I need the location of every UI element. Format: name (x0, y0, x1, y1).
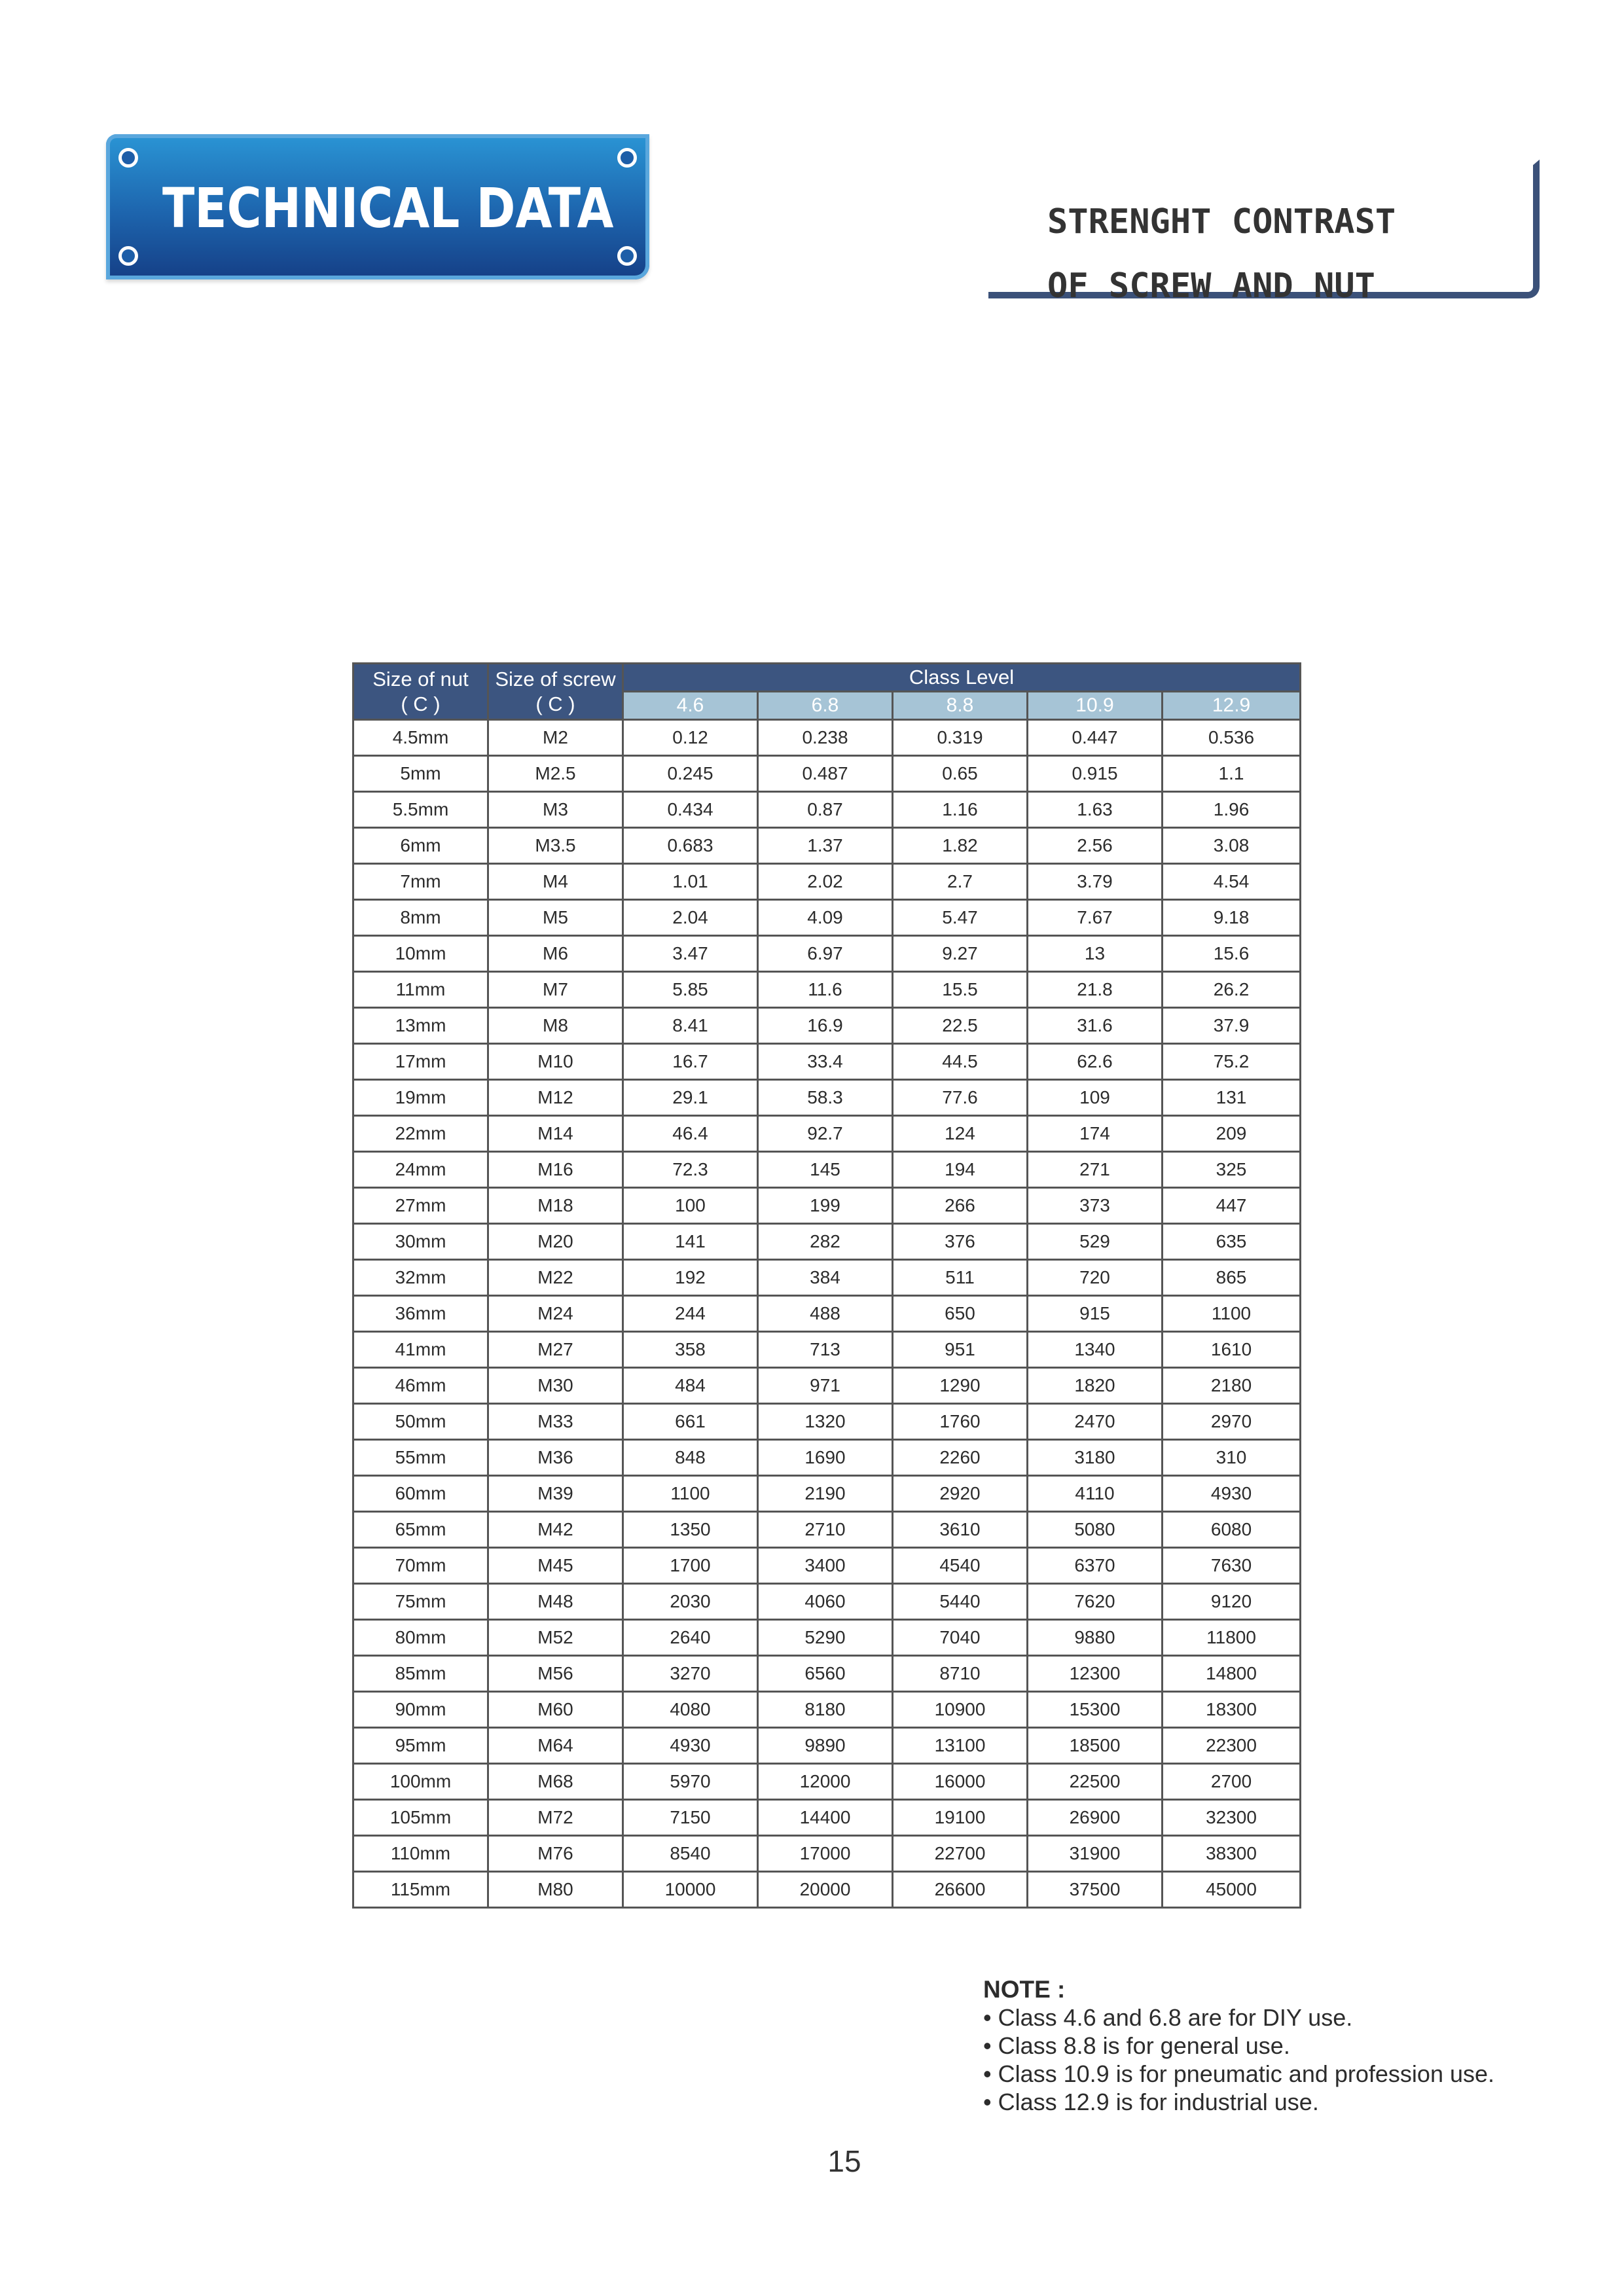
table-cell: 713 (758, 1332, 893, 1368)
header-class: 8.8 (893, 692, 1028, 720)
table-cell: 1.1 (1163, 756, 1301, 792)
table-cell: M33 (488, 1404, 623, 1440)
table-cell: M60 (488, 1692, 623, 1728)
rivet-icon (118, 246, 138, 266)
table-row (353, 1404, 1301, 1440)
table-row (353, 1692, 1301, 1728)
table-cell: 865 (1163, 1260, 1301, 1296)
table-cell: M10 (488, 1044, 623, 1080)
table-cell: 75mm (353, 1584, 488, 1620)
table-cell: M27 (488, 1332, 623, 1368)
table-cell: 5.85 (623, 972, 758, 1008)
table-cell: 0.245 (623, 756, 758, 792)
table-row (353, 1764, 1301, 1800)
table-cell: 50mm (353, 1404, 488, 1440)
table-cell: 109 (1028, 1080, 1163, 1116)
table-cell: 2.04 (623, 900, 758, 936)
table-cell: 15.5 (893, 972, 1028, 1008)
table-cell: 1290 (893, 1368, 1028, 1404)
badge-title: TECHNICAL DATA (162, 176, 614, 240)
table-cell: 635 (1163, 1224, 1301, 1260)
table-cell: M22 (488, 1260, 623, 1296)
table-cell: 3.47 (623, 936, 758, 972)
table-cell: M72 (488, 1800, 623, 1836)
table-row (353, 828, 1301, 864)
table-cell: 115mm (353, 1872, 488, 1908)
table-cell: 41mm (353, 1332, 488, 1368)
table-cell: 95mm (353, 1728, 488, 1764)
table-row (353, 1656, 1301, 1692)
table-cell: 45000 (1163, 1872, 1301, 1908)
table-cell: 4.54 (1163, 864, 1301, 900)
table-cell: 3270 (623, 1656, 758, 1692)
table-cell: 46mm (353, 1368, 488, 1404)
table-row (353, 1368, 1301, 1404)
table-cell: 488 (758, 1296, 893, 1332)
table-cell: 9890 (758, 1728, 893, 1764)
table-row (353, 1620, 1301, 1656)
table-cell: 30mm (353, 1224, 488, 1260)
table-cell: 5.47 (893, 900, 1028, 936)
table-cell: 90mm (353, 1692, 488, 1728)
table-row (353, 900, 1301, 936)
table-row (353, 1548, 1301, 1584)
table-cell: 14400 (758, 1800, 893, 1836)
table-cell: 105mm (353, 1800, 488, 1836)
table-row (353, 1152, 1301, 1188)
table-cell: 1320 (758, 1404, 893, 1440)
table-cell: 4930 (1163, 1476, 1301, 1512)
table-cell: 38300 (1163, 1836, 1301, 1872)
table-cell: 271 (1028, 1152, 1163, 1188)
note-item: • Class 4.6 and 6.8 are for DIY use. (983, 2004, 1353, 2031)
table-cell: 194 (893, 1152, 1028, 1188)
table-cell: 85mm (353, 1656, 488, 1692)
table-cell: M39 (488, 1476, 623, 1512)
table-cell: 1820 (1028, 1368, 1163, 1404)
table-cell: 10000 (623, 1872, 758, 1908)
rivet-icon (118, 148, 138, 168)
table-row (353, 972, 1301, 1008)
table-cell: 70mm (353, 1548, 488, 1584)
table-row (353, 756, 1301, 792)
table-cell: 22500 (1028, 1764, 1163, 1800)
table-cell: 4.09 (758, 900, 893, 936)
table-cell: 31900 (1028, 1836, 1163, 1872)
header-class: 12.9 (1163, 692, 1301, 720)
table-row (353, 1584, 1301, 1620)
table-cell: M3.5 (488, 828, 623, 864)
table-cell: 18300 (1163, 1692, 1301, 1728)
table-cell: 1340 (1028, 1332, 1163, 1368)
table-cell: 27mm (353, 1188, 488, 1224)
heading-line-2: OF SCREW AND NUT (1047, 266, 1375, 306)
table-cell: 31.6 (1028, 1008, 1163, 1044)
table-cell: M76 (488, 1836, 623, 1872)
table-cell: 2030 (623, 1584, 758, 1620)
table-cell: 16000 (893, 1764, 1028, 1800)
table-cell: 5.5mm (353, 792, 488, 828)
table-cell: 1100 (623, 1476, 758, 1512)
table-cell: 511 (893, 1260, 1028, 1296)
table-cell: 20000 (758, 1872, 893, 1908)
table-row (353, 1044, 1301, 1080)
table-cell: M42 (488, 1512, 623, 1548)
table-cell: M8 (488, 1008, 623, 1044)
table-body (353, 720, 1301, 1908)
table-cell: 2640 (623, 1620, 758, 1656)
table-cell: 22mm (353, 1116, 488, 1152)
table-cell: M7 (488, 972, 623, 1008)
table-cell: M64 (488, 1728, 623, 1764)
table-cell: 2470 (1028, 1404, 1163, 1440)
table-cell: 65mm (353, 1512, 488, 1548)
table-cell: 310 (1163, 1440, 1301, 1476)
table-cell: 2700 (1163, 1764, 1301, 1800)
table-cell: 3180 (1028, 1440, 1163, 1476)
table-cell: M2 (488, 720, 623, 756)
table-cell: 16.7 (623, 1044, 758, 1080)
table-cell: 1.63 (1028, 792, 1163, 828)
table-cell: 1.96 (1163, 792, 1301, 828)
table-cell: 15300 (1028, 1692, 1163, 1728)
table-cell: 17mm (353, 1044, 488, 1080)
table-row (353, 1512, 1301, 1548)
table-row (353, 1188, 1301, 1224)
table-row (353, 1224, 1301, 1260)
table-cell: 1.01 (623, 864, 758, 900)
table-cell: 22.5 (893, 1008, 1028, 1044)
table-cell: 32mm (353, 1260, 488, 1296)
table-row (353, 720, 1301, 756)
table-row (353, 1296, 1301, 1332)
table-cell: M80 (488, 1872, 623, 1908)
table-cell: 9880 (1028, 1620, 1163, 1656)
table-row (353, 936, 1301, 972)
table-cell: 7.67 (1028, 900, 1163, 936)
table-cell: M36 (488, 1440, 623, 1476)
table-cell: 4060 (758, 1584, 893, 1620)
table-cell: 1.16 (893, 792, 1028, 828)
table-cell: 11.6 (758, 972, 893, 1008)
table-cell: 3400 (758, 1548, 893, 1584)
header-screw-size: Size of screw ( C ) (488, 664, 623, 720)
table-cell: 720 (1028, 1260, 1163, 1296)
table-cell: 5970 (623, 1764, 758, 1800)
table-cell: 12300 (1028, 1656, 1163, 1692)
table-cell: 55mm (353, 1440, 488, 1476)
table-cell: 9120 (1163, 1584, 1301, 1620)
table-cell: 16.9 (758, 1008, 893, 1044)
header-class: 6.8 (758, 692, 893, 720)
table-cell: M16 (488, 1152, 623, 1188)
table-row (353, 1836, 1301, 1872)
table-cell: 22300 (1163, 1728, 1301, 1764)
table-cell: M68 (488, 1764, 623, 1800)
table-cell: 77.6 (893, 1080, 1028, 1116)
table-cell: 192 (623, 1260, 758, 1296)
table-cell: 10900 (893, 1692, 1028, 1728)
table-cell: 2190 (758, 1476, 893, 1512)
table-cell: 26.2 (1163, 972, 1301, 1008)
table-cell: 3.79 (1028, 864, 1163, 900)
table-cell: 0.915 (1028, 756, 1163, 792)
table-cell: 373 (1028, 1188, 1163, 1224)
note-item: • Class 8.8 is for general use. (983, 2032, 1290, 2059)
table-row (353, 1476, 1301, 1512)
table-cell: 32300 (1163, 1800, 1301, 1836)
table-cell: 26900 (1028, 1800, 1163, 1836)
table-cell: 2.02 (758, 864, 893, 900)
table-cell: M56 (488, 1656, 623, 1692)
table-cell: M20 (488, 1224, 623, 1260)
table-cell: 384 (758, 1260, 893, 1296)
table-cell: 131 (1163, 1080, 1301, 1116)
table-cell: 10mm (353, 936, 488, 972)
table-cell: 15.6 (1163, 936, 1301, 972)
table-cell: 2970 (1163, 1404, 1301, 1440)
table-row (353, 1116, 1301, 1152)
table-cell: 848 (623, 1440, 758, 1476)
table-row (353, 864, 1301, 900)
table-cell: 21.8 (1028, 972, 1163, 1008)
table-cell: 0.434 (623, 792, 758, 828)
table-cell: 282 (758, 1224, 893, 1260)
table-cell: 0.319 (893, 720, 1028, 756)
technical-data-badge (106, 134, 649, 279)
table-cell: 5290 (758, 1620, 893, 1656)
table-cell: 5080 (1028, 1512, 1163, 1548)
table-cell: 484 (623, 1368, 758, 1404)
table-cell: 0.683 (623, 828, 758, 864)
table-cell: 661 (623, 1404, 758, 1440)
table-cell: 124 (893, 1116, 1028, 1152)
table-cell: 3610 (893, 1512, 1028, 1548)
table-cell: 9.27 (893, 936, 1028, 972)
table-cell: 60mm (353, 1476, 488, 1512)
table-cell: 17000 (758, 1836, 893, 1872)
table-cell: 174 (1028, 1116, 1163, 1152)
table-cell: M2.5 (488, 756, 623, 792)
table-cell: 26600 (893, 1872, 1028, 1908)
table-cell: 2180 (1163, 1368, 1301, 1404)
table-cell: 6mm (353, 828, 488, 864)
table-cell: M48 (488, 1584, 623, 1620)
table-cell: 4080 (623, 1692, 758, 1728)
table-cell: M6 (488, 936, 623, 972)
table-cell: 11800 (1163, 1620, 1301, 1656)
table-cell: 7620 (1028, 1584, 1163, 1620)
table-cell: 72.3 (623, 1152, 758, 1188)
table-row (353, 1440, 1301, 1476)
table-cell: 244 (623, 1296, 758, 1332)
header-class-level: Class Level (623, 664, 1301, 692)
table-cell: 8.41 (623, 1008, 758, 1044)
table-cell: 6080 (1163, 1512, 1301, 1548)
table-cell: 209 (1163, 1116, 1301, 1152)
table-cell: 36mm (353, 1296, 488, 1332)
header-class: 10.9 (1028, 692, 1163, 720)
table-cell: 19100 (893, 1800, 1028, 1836)
table-cell: 971 (758, 1368, 893, 1404)
table-cell: 7040 (893, 1620, 1028, 1656)
table-cell: 7630 (1163, 1548, 1301, 1584)
table-cell: M3 (488, 792, 623, 828)
strength-table (352, 662, 1301, 1909)
table-cell: 37500 (1028, 1872, 1163, 1908)
table-row (353, 1332, 1301, 1368)
table-cell: M24 (488, 1296, 623, 1332)
table-cell: 1700 (623, 1548, 758, 1584)
table-cell: 4540 (893, 1548, 1028, 1584)
table-cell: 951 (893, 1332, 1028, 1368)
table-cell: 9.18 (1163, 900, 1301, 936)
page-number: 15 (827, 2144, 861, 2178)
table-cell: 1690 (758, 1440, 893, 1476)
table-cell: 58.3 (758, 1080, 893, 1116)
table-row (353, 1008, 1301, 1044)
section-heading (1047, 190, 1396, 318)
table-cell: 2920 (893, 1476, 1028, 1512)
table-cell: 18500 (1028, 1728, 1163, 1764)
table-cell: 2.56 (1028, 828, 1163, 864)
table-cell: 1.82 (893, 828, 1028, 864)
table-cell: 75.2 (1163, 1044, 1301, 1080)
table-cell: 0.87 (758, 792, 893, 828)
table-cell: 33.4 (758, 1044, 893, 1080)
table-cell: 7150 (623, 1800, 758, 1836)
note-title: NOTE : (983, 1976, 1066, 2003)
table-cell: 46.4 (623, 1116, 758, 1152)
table-row (353, 1800, 1301, 1836)
table-cell: 2260 (893, 1440, 1028, 1476)
table-row (353, 1260, 1301, 1296)
table-cell: 447 (1163, 1188, 1301, 1224)
table-cell: 915 (1028, 1296, 1163, 1332)
table-cell: 1100 (1163, 1296, 1301, 1332)
table-cell: 0.238 (758, 720, 893, 756)
table-cell: 13mm (353, 1008, 488, 1044)
table-cell: M14 (488, 1116, 623, 1152)
table-cell: 62.6 (1028, 1044, 1163, 1080)
table-cell: 5mm (353, 756, 488, 792)
table-row (353, 1728, 1301, 1764)
table-cell: 6370 (1028, 1548, 1163, 1584)
table-cell: 199 (758, 1188, 893, 1224)
header-nut-size: Size of nut ( C ) (353, 664, 488, 720)
table-row (353, 792, 1301, 828)
table-cell: 29.1 (623, 1080, 758, 1116)
table-cell: 19mm (353, 1080, 488, 1116)
rivet-icon (617, 148, 637, 168)
table-cell: 13 (1028, 936, 1163, 972)
table-cell: 24mm (353, 1152, 488, 1188)
table-cell: 358 (623, 1332, 758, 1368)
table-cell: 4.5mm (353, 720, 488, 756)
table-cell: 6.97 (758, 936, 893, 972)
header-class: 4.6 (623, 692, 758, 720)
table-cell: 141 (623, 1224, 758, 1260)
table-cell: 4110 (1028, 1476, 1163, 1512)
table-cell: M4 (488, 864, 623, 900)
table-cell: 100 (623, 1188, 758, 1224)
table-cell: 0.447 (1028, 720, 1163, 756)
table-cell: 100mm (353, 1764, 488, 1800)
table-cell: 37.9 (1163, 1008, 1301, 1044)
note-item: • Class 12.9 is for industrial use. (983, 2089, 1319, 2115)
note-item: • Class 10.9 is for pneumatic and profession use. (983, 2060, 1495, 2087)
table-cell: 7mm (353, 864, 488, 900)
table-cell: 145 (758, 1152, 893, 1188)
table-cell: 5440 (893, 1584, 1028, 1620)
table-cell: 1610 (1163, 1332, 1301, 1368)
table-cell: 0.12 (623, 720, 758, 756)
table-cell: M5 (488, 900, 623, 936)
table-cell: 1.37 (758, 828, 893, 864)
table-cell: 4930 (623, 1728, 758, 1764)
table-cell: 8180 (758, 1692, 893, 1728)
table-cell: 8540 (623, 1836, 758, 1872)
table-cell: 376 (893, 1224, 1028, 1260)
table-cell: 0.536 (1163, 720, 1301, 756)
table-cell: 80mm (353, 1620, 488, 1656)
table-row (353, 1872, 1301, 1908)
table-cell: 325 (1163, 1152, 1301, 1188)
table-cell: M52 (488, 1620, 623, 1656)
table-row (353, 1080, 1301, 1116)
rivet-icon (617, 246, 637, 266)
table-cell: 14800 (1163, 1656, 1301, 1692)
table-cell: 0.487 (758, 756, 893, 792)
table-cell: 11mm (353, 972, 488, 1008)
table-cell: 529 (1028, 1224, 1163, 1260)
table-cell: 0.65 (893, 756, 1028, 792)
table-cell: 650 (893, 1296, 1028, 1332)
table-cell: M30 (488, 1368, 623, 1404)
table-cell: M45 (488, 1548, 623, 1584)
table-cell: 1760 (893, 1404, 1028, 1440)
heading-line-1: STRENGHT CONTRAST (1047, 202, 1396, 242)
table-cell: 92.7 (758, 1116, 893, 1152)
table-cell: M12 (488, 1080, 623, 1116)
table-cell: 22700 (893, 1836, 1028, 1872)
table-cell: 44.5 (893, 1044, 1028, 1080)
table-cell: 1350 (623, 1512, 758, 1548)
table-cell: 266 (893, 1188, 1028, 1224)
table-cell: 3.08 (1163, 828, 1301, 864)
table-cell: 2.7 (893, 864, 1028, 900)
note-block (983, 1975, 1494, 2116)
table-cell: 2710 (758, 1512, 893, 1548)
table-cell: 8mm (353, 900, 488, 936)
table-cell: 6560 (758, 1656, 893, 1692)
table-cell: 110mm (353, 1836, 488, 1872)
table-cell: M18 (488, 1188, 623, 1224)
table-cell: 12000 (758, 1764, 893, 1800)
table-cell: 8710 (893, 1656, 1028, 1692)
table-cell: 13100 (893, 1728, 1028, 1764)
